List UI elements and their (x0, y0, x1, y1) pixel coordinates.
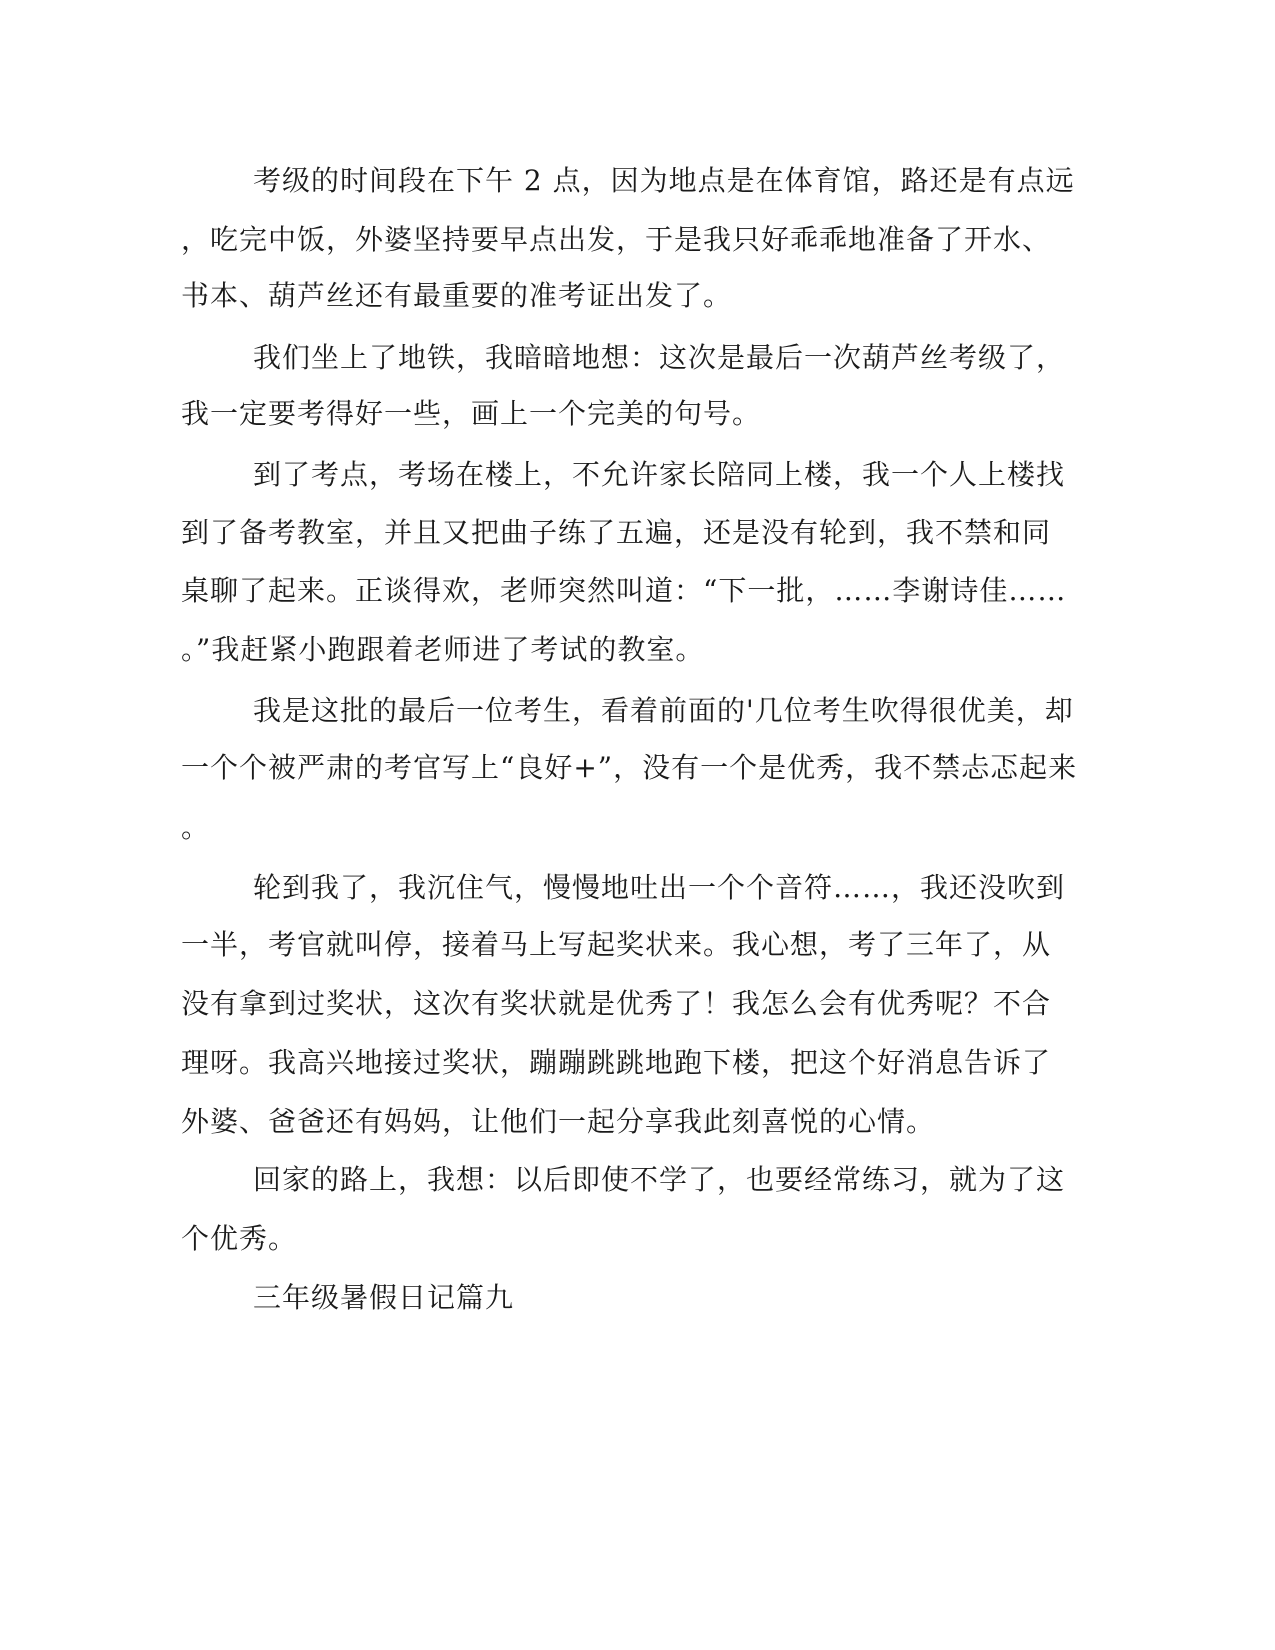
text-line: 外婆、爸爸还有妈妈，让他们一起分享我此刻喜悦的心情。 (181, 1105, 936, 1138)
text-line: 一半，考官就叫停，接着马上写起奖状来。我心想，考了三年了，从 (181, 928, 1052, 961)
text-line: 没有拿到过奖状，这次有奖状就是优秀了！我怎么会有优秀呢？不合 (181, 987, 1052, 1020)
section-heading: 三年级暑假日记篇九 (253, 1281, 515, 1314)
text-line: 考级的时间段在下午 2 点，因为地点是在体育馆，路还是有点远 (253, 164, 1075, 197)
text-line: 桌聊了起来。正谈得欢，老师突然叫道：“下一批，……李谢诗佳…… (181, 574, 1067, 607)
text-line: 书本、葫芦丝还有最重要的准考证出发了。 (181, 279, 733, 312)
text-line: 到了备考教室，并且又把曲子练了五遍，还是没有轮到，我不禁和同 (181, 516, 1052, 549)
text-line: 我一定要考得好一些，画上一个完美的句号。 (181, 397, 762, 430)
text-line: 理呀。我高兴地接过奖状，蹦蹦跳跳地跑下楼，把这个好消息告诉了 (181, 1046, 1052, 1079)
text-line: 一个个被严肃的考官写上“良好+”，没有一个是优秀，我不禁忐忑起来 (181, 751, 1078, 784)
text-line: 。”我赶紧小跑跟着老师进了考试的教室。 (181, 633, 705, 666)
text-line: 我是这批的最后一位考生，看着前面的'几位考生吹得很优美，却 (253, 694, 1074, 727)
text-line: 个优秀。 (181, 1222, 298, 1255)
text-line: ，吃完中饭，外婆坚持要早点出发，于是我只好乖乖地准备了开水、 (181, 223, 1052, 256)
text-line: 。 (181, 811, 211, 844)
text-line: 到了考点，考场在楼上，不允许家长陪同上楼，我一个人上楼找 (253, 458, 1066, 491)
text-line: 回家的路上，我想：以后即使不学了，也要经常练习，就为了这 (253, 1163, 1066, 1196)
text-line: 我们坐上了地铁，我暗暗地想：这次是最后一次葫芦丝考级了， (253, 341, 1066, 374)
text-line: 轮到我了，我沉住气，慢慢地吐出一个个音符……，我还没吹到 (253, 871, 1066, 904)
